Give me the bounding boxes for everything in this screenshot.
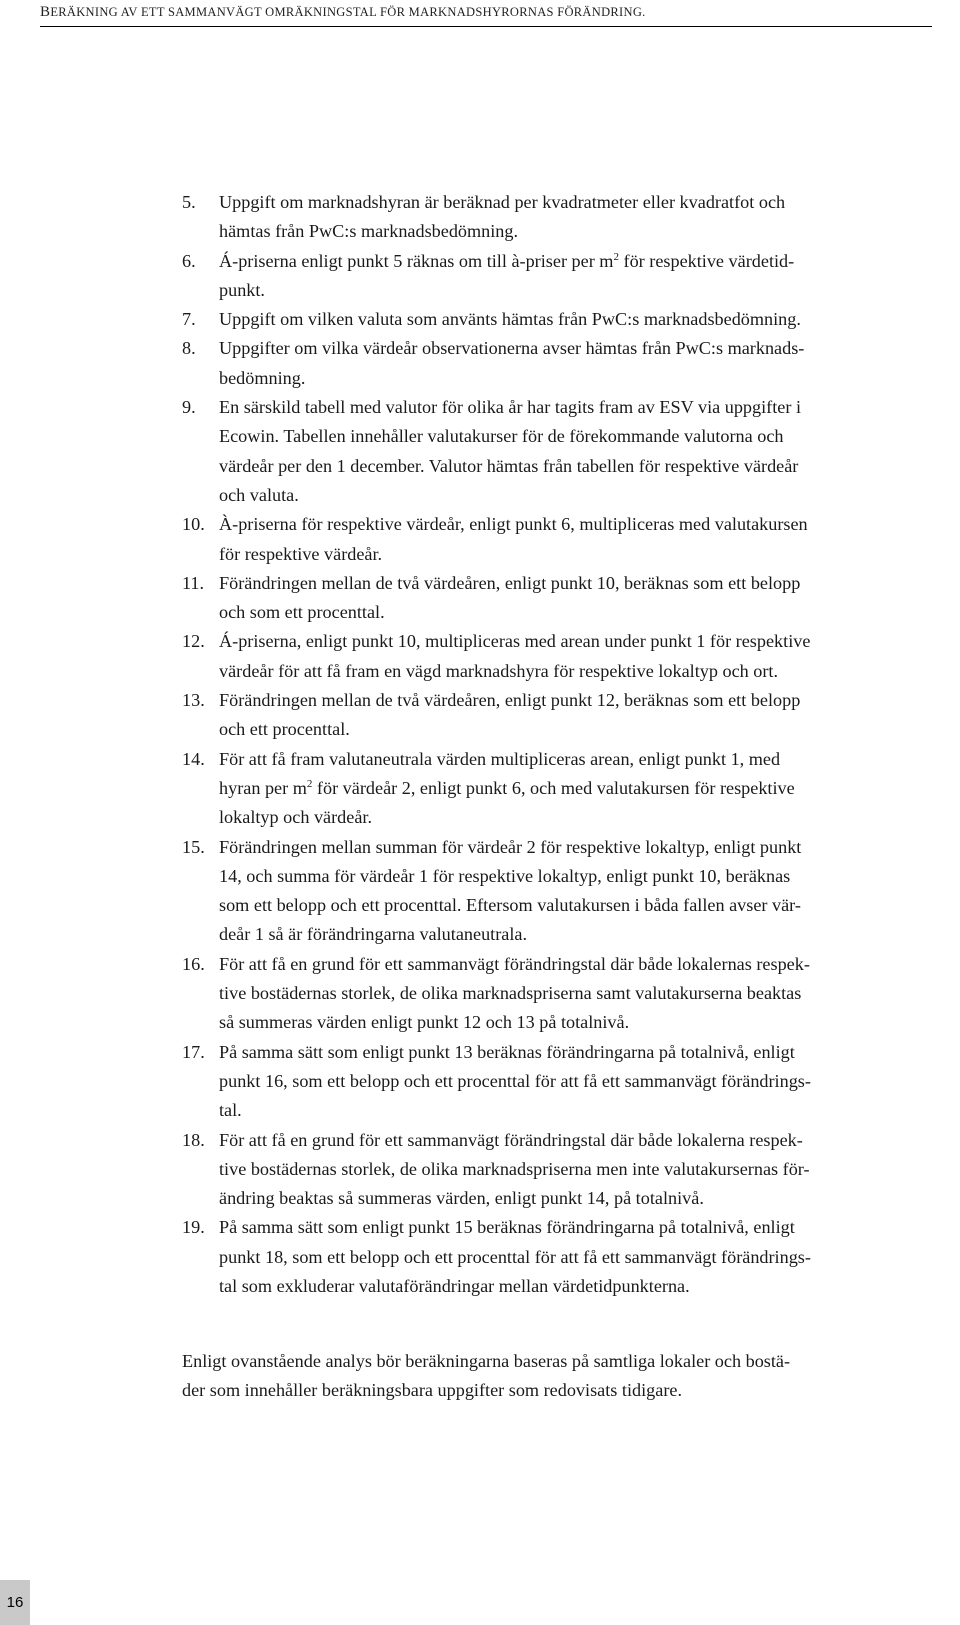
item-line: för respektive värdetid- (618, 250, 795, 271)
item-line: Förändringen mellan de två värdeåren, enligt punkt 12, beräknas som ett belopp (219, 690, 801, 711)
list-item (182, 569, 934, 628)
superscript: 2 (306, 777, 313, 790)
list-item (182, 1038, 934, 1126)
item-line: bedömning. (219, 367, 306, 388)
item-line: ändring beaktas så summeras värden, enligt punkt 14, på totalnivå. (219, 1188, 704, 1209)
conclusion-paragraph (182, 1347, 934, 1406)
item-line: värdeår per den 1 december. Valutor hämtas från tabellen för respektive värdeår (219, 455, 799, 476)
item-line: lokaltyp och värdeår. (219, 807, 373, 828)
item-line: punkt 16, som ett belopp och ett procenttal för att få ett sammanvägt förändrings- (219, 1070, 811, 1091)
item-line: Uppgift om marknadshyran är beräknad per kvadratmeter eller kvadratfot och (219, 192, 786, 212)
item-number: 6. (182, 250, 196, 271)
list-item (182, 686, 934, 745)
list-item (182, 627, 934, 686)
item-line: tive bostädernas storlek, de olika marknadspriserna men inte valutakursernas för- (219, 1158, 810, 1179)
item-line: för respektive värdeår. (219, 543, 383, 564)
item-line: och valuta. (219, 484, 299, 505)
item-number: 11. (182, 572, 205, 593)
item-number: 14. (182, 748, 205, 769)
item-number: 18. (182, 1129, 205, 1150)
item-line: Förändringen mellan summan för värdeår 2 för respektive lokaltyp, enligt punkt (219, 836, 802, 857)
list-item (182, 393, 934, 510)
list-item (182, 334, 934, 393)
item-number: 17. (182, 1041, 205, 1062)
item-number: 7. (182, 309, 196, 330)
list-item (182, 305, 934, 334)
item-line: tal som exkluderar valutaförändringar mellan värdetidpunkterna. (219, 1275, 690, 1296)
item-number: 9. (182, 397, 196, 418)
item-number: 12. (182, 631, 205, 652)
item-line: En särskild tabell med valutor för olika år har tagits fram av ESV via uppgifter i (219, 397, 802, 418)
item-line: Á-priserna enligt punkt 5 räknas om till à-priser per m (219, 250, 614, 271)
superscript: 2 (613, 250, 619, 263)
item-line: deår 1 så är förändringarna valutaneutrala. (219, 924, 528, 945)
item-line: À-priserna för respektive värdeår, enligt punkt 6, multipliceras med valutakursen (219, 514, 808, 535)
item-line: Uppgift om vilken valuta som använts hämtas från PwC:s marknadsbedömning. (219, 309, 801, 330)
item-line: Á-priserna, enligt punkt 10, multipliceras med arean under punkt 1 för respektive (219, 631, 811, 652)
list-item (182, 745, 934, 833)
item-line: tal. (219, 1100, 242, 1121)
item-number: 10. (182, 514, 205, 535)
paragraph-line: der som innehåller beräkningsbara uppgifter som redovisats tidigare. (182, 1380, 683, 1401)
item-line: och som ett procenttal. (219, 602, 385, 623)
item-number: 5. (182, 192, 196, 212)
item-line: för värdeår 2, enligt punkt 6, och med valutakursen för respektive (312, 777, 795, 798)
item-line: För att få en grund för ett sammanvägt förändringstal där både lokalerna respek- (219, 1129, 803, 1150)
item-line: För att få en grund för ett sammanvägt förändringstal där både lokalernas respek- (219, 953, 810, 974)
item-line: hyran per m (219, 777, 307, 798)
item-line: tive bostädernas storlek, de olika marknadspriserna samt valutakurserna beaktas (219, 983, 802, 1004)
list-item (182, 247, 934, 306)
item-number: 13. (182, 690, 205, 711)
numbered-list (182, 188, 934, 1301)
list-item (182, 510, 934, 569)
item-line: som ett belopp och ett procenttal. Eftersom valutakursen i båda fallen avser vär- (219, 895, 801, 916)
item-line: värdeår för att få fram en vägd marknadshyra för respektive lokaltyp och ort. (219, 660, 779, 681)
item-number: 16. (182, 953, 205, 974)
list-item (182, 1126, 934, 1214)
item-line: För att få fram valutaneutrala värden multipliceras arean, enligt punkt 1, med (219, 748, 781, 769)
item-line: punkt 18, som ett belopp och ett procenttal för att få ett sammanvägt förändrings- (219, 1246, 811, 1267)
item-line: På samma sätt som enligt punkt 13 beräknas förändringarna på totalnivå, enligt (219, 1041, 795, 1062)
header-rule (40, 26, 932, 27)
running-header: BERÄKNING AV ETT SAMMANVÄGT OMRÄKNINGSTAL FÖR MARKNADSHYRORNAS FÖRÄNDRING. (40, 4, 646, 20)
item-line: På samma sätt som enligt punkt 15 beräknas förändringarna på totalnivå, enligt (219, 1217, 795, 1238)
item-line: 14, och summa för värdeår 1 för respektive lokaltyp, enligt punkt 10, beräknas (219, 865, 791, 886)
page-number: 16 (0, 1580, 30, 1625)
item-number: 19. (182, 1217, 205, 1238)
list-item (182, 950, 934, 1038)
item-number: 15. (182, 836, 205, 857)
item-number: 8. (182, 338, 196, 359)
item-line: hämtas från PwC:s marknadsbedömning. (219, 221, 519, 242)
paragraph-line: Enligt ovanstående analys bör beräkningarna baseras på samtliga lokaler och bostä- (182, 1351, 791, 1371)
list-item (182, 188, 934, 247)
item-line: Uppgifter om vilka värdeår observationerna avser hämtas från PwC:s marknads- (219, 338, 805, 359)
item-line: och ett procenttal. (219, 719, 350, 740)
item-line: punkt. (219, 279, 265, 300)
item-line: så summeras värden enligt punkt 12 och 13 på totalnivå. (219, 1012, 630, 1033)
item-line: Ecowin. Tabellen innehåller valutakurser för de förekommande valutorna och (219, 426, 784, 447)
list-item (182, 833, 934, 950)
list-item (182, 1213, 934, 1301)
item-line: Förändringen mellan de två värdeåren, enligt punkt 10, beräknas som ett belopp (219, 572, 801, 593)
